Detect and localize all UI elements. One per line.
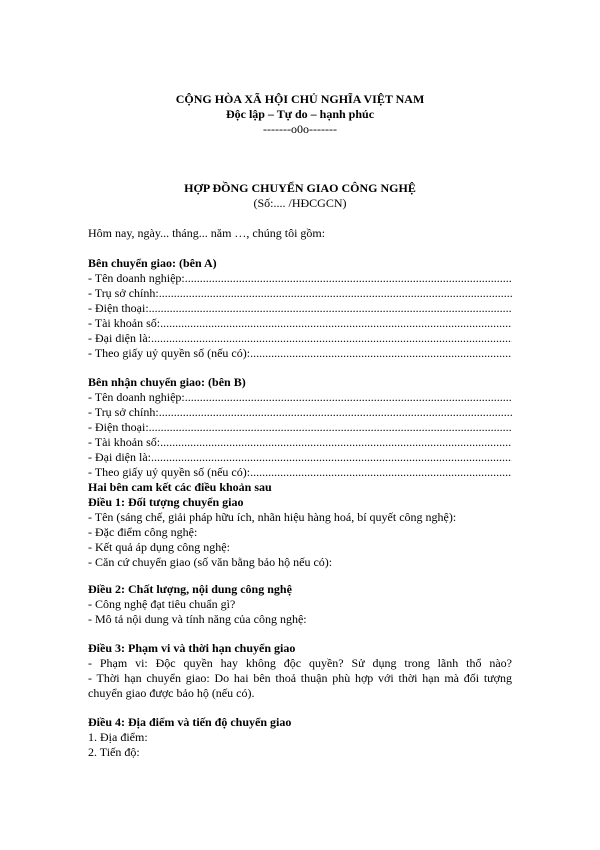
article-1-line: - Căn cứ chuyển giao (số văn bằng bảo hộ nếu có): — [88, 555, 333, 569]
article-4-line: 2. Tiến độ: — [88, 745, 140, 759]
party-b-section — [88, 375, 512, 570]
intro-text: Hôm nay, ngày... tháng... năm …, chúng tôi gồm: — [88, 226, 326, 240]
article-1-line: - Kết quả áp dụng công nghệ: — [88, 540, 230, 554]
party-a-field: - Theo giấy uỷ quyền số (nếu có): ..... — [88, 346, 512, 361]
party-a-field: - Trụ sở chính: ..... — [88, 286, 512, 301]
article-1-heading: Điều 1: Đối tượng chuyển giao — [88, 495, 244, 509]
article-4-heading: Điều 4: Địa điểm và tiến độ chuyển giao — [88, 715, 292, 729]
article-3-term-cont: chuyển giao được bảo hộ (nếu có). — [88, 686, 255, 700]
document-number: (Số:.... /HĐCGCN) — [253, 196, 347, 210]
article-2-line: - Mô tả nội dung và tính năng của công nghệ: — [88, 612, 307, 626]
article-1-line: - Đặc điểm công nghệ: — [88, 525, 198, 539]
article-2-heading: Điều 2: Chất lượng, nội dung công nghệ — [88, 582, 292, 596]
article-2-line: - Công nghệ đạt tiêu chuẩn gì? — [88, 597, 236, 611]
article-3-section — [88, 641, 512, 701]
party-a-field: - Điện thoại: ..... — [88, 301, 512, 316]
article-3-term: - Thời hạn chuyển giao: Do hai bên thoả thuận phù hợp với thời hạn mà đối tượng — [88, 671, 512, 685]
party-a-field: - Đại diện là: ..... — [88, 331, 512, 346]
party-b-field: - Đại diện là: ..... — [88, 450, 512, 465]
article-4-section — [88, 715, 512, 760]
party-b-field: - Theo giấy uỷ quyền số (nếu có): ..... — [88, 465, 512, 480]
party-b-field: - Tài khoản số: ..... — [88, 435, 512, 450]
party-a-field: - Tên doanh nghiệp: ..... — [88, 271, 512, 286]
agreement-line: Hai bên cam kết các điều khoản sau — [88, 480, 272, 494]
party-a-field: - Tài khoản số: ..... — [88, 316, 512, 331]
party-b-field: - Tên doanh nghiệp: ..... — [88, 390, 512, 405]
nation-heading: CỘNG HÒA XÃ HỘI CHỦ NGHĨA VIỆT NAM — [175, 92, 425, 106]
article-3-scope: - Phạm vi: Độc quyền hay không độc quyền? Sử dụng trong lãnh thổ nào? — [88, 656, 512, 670]
motto: Độc lập – Tự do – hạnh phúc — [225, 107, 375, 121]
party-a-heading: Bên chuyển giao: (bên A) — [88, 256, 217, 270]
party-b-field: - Trụ sở chính: ..... — [88, 405, 512, 420]
article-1-line: - Tên (sáng chế, giải pháp hữu ích, nhãn hiệu hàng hoá, bí quyết công nghệ): — [88, 510, 457, 524]
party-b-heading: Bên nhận chuyển giao: (bên B) — [88, 375, 246, 389]
separator: -------o0o------- — [263, 122, 337, 136]
party-a-section — [88, 256, 512, 361]
article-3-heading: Điều 3: Phạm vi và thời hạn chuyển giao — [88, 641, 296, 655]
party-b-field: - Điện thoại: ..... — [88, 420, 512, 435]
article-4-line: 1. Địa điểm: — [88, 730, 148, 744]
document-title: HỢP ĐỒNG CHUYỂN GIAO CÔNG NGHỆ — [184, 181, 416, 195]
article-2-section — [88, 582, 512, 627]
